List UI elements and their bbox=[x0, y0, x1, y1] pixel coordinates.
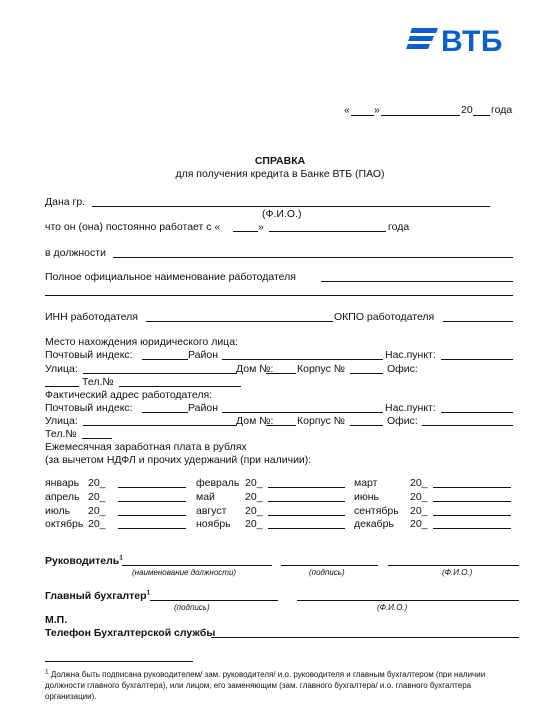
given-hint: (Ф.И.О.) bbox=[262, 208, 302, 220]
month-label: июнь bbox=[354, 491, 380, 503]
actual-address-heading: Фактический адрес работодателя: bbox=[45, 389, 213, 401]
works-since-month-field[interactable] bbox=[269, 231, 386, 232]
salary-field-jul[interactable] bbox=[118, 515, 186, 516]
head-name-field[interactable] bbox=[388, 565, 519, 566]
employer-field[interactable] bbox=[321, 281, 513, 282]
salary-field-apr[interactable] bbox=[118, 501, 186, 502]
legal-house-field[interactable] bbox=[266, 373, 296, 374]
accountant-name-field[interactable] bbox=[297, 600, 519, 601]
actual-phone-field[interactable] bbox=[82, 438, 112, 439]
legal-address-heading: Место нахождения юридического лица: bbox=[45, 336, 238, 348]
actual-office-field[interactable] bbox=[422, 425, 513, 426]
month-label: январь bbox=[45, 477, 80, 489]
inn-field[interactable] bbox=[146, 321, 333, 322]
accounting-phone-label: Телефон Бухгалтерской службы bbox=[45, 627, 216, 639]
actual-district-field[interactable] bbox=[222, 412, 383, 413]
legal-locality-field[interactable] bbox=[441, 359, 513, 360]
salary-field-jun[interactable] bbox=[433, 501, 511, 502]
okpo-label: ОКПО работодателя bbox=[334, 311, 435, 323]
employer-field-line2[interactable] bbox=[45, 295, 513, 296]
month-label: февраль bbox=[196, 477, 240, 489]
accountant-label: Главный бухгалтер$^1$ bbox=[45, 589, 151, 602]
position-field[interactable] bbox=[113, 257, 513, 258]
salary-field-sep[interactable] bbox=[433, 515, 511, 516]
legal-district-field[interactable] bbox=[222, 359, 383, 360]
legal-postcode-field[interactable] bbox=[142, 359, 188, 360]
salary-field-feb[interactable] bbox=[268, 487, 345, 488]
legal-phone-field[interactable] bbox=[119, 386, 241, 387]
works-since-text: что он (она) постоянно работает с « bbox=[45, 221, 221, 233]
document-subtitle: для получения кредита в Банке ВТБ (ПАО) bbox=[175, 168, 385, 180]
given-name-field[interactable] bbox=[92, 206, 490, 207]
month-label: март bbox=[354, 477, 378, 489]
accounting-phone-field[interactable] bbox=[211, 637, 519, 638]
footnote-separator bbox=[45, 661, 193, 662]
month-label: сентябрь bbox=[354, 505, 399, 517]
stamp-label: М.П. bbox=[45, 614, 68, 626]
logo-bars-icon bbox=[407, 28, 439, 54]
salary-field-oct[interactable] bbox=[118, 528, 186, 529]
salary-field-nov[interactable] bbox=[268, 528, 345, 529]
logo-text: ВТБ bbox=[441, 25, 503, 58]
head-signature-field[interactable] bbox=[281, 565, 378, 566]
salary-field-aug[interactable] bbox=[268, 515, 345, 516]
month-label: июль bbox=[45, 505, 71, 517]
position-label: в должности bbox=[45, 247, 106, 259]
head-label: Руководитель$^1$ bbox=[45, 554, 123, 567]
salary-note: (за вычетом НДФЛ и прочих удержаний (при наличии): bbox=[45, 454, 312, 466]
accountant-signature-field[interactable] bbox=[150, 600, 278, 601]
salary-heading: Ежемесячная заработная плата в рублях bbox=[45, 441, 247, 453]
month-label: май bbox=[196, 491, 215, 503]
salary-field-dec[interactable] bbox=[433, 528, 511, 529]
employer-label: Полное официальное наименование работодателя bbox=[45, 271, 296, 283]
actual-street-field[interactable] bbox=[83, 425, 236, 426]
legal-street-field[interactable] bbox=[83, 373, 236, 374]
month-label: октябрь bbox=[45, 518, 84, 530]
document-title: СПРАВКА bbox=[254, 155, 306, 167]
month-label: август bbox=[196, 505, 227, 517]
actual-house-field[interactable] bbox=[266, 425, 296, 426]
salary-field-jan[interactable] bbox=[118, 487, 186, 488]
okpo-field[interactable] bbox=[443, 321, 513, 322]
inn-label: ИНН работодателя bbox=[45, 311, 138, 323]
month-label: апрель bbox=[45, 491, 80, 503]
actual-locality-field[interactable] bbox=[441, 412, 513, 413]
actual-building-field[interactable] bbox=[350, 425, 383, 426]
given-label: Дана гр. bbox=[45, 196, 86, 208]
legal-office-field[interactable] bbox=[45, 386, 79, 387]
head-position-field[interactable] bbox=[122, 565, 272, 566]
month-label: ноябрь bbox=[196, 518, 231, 530]
month-label: декабрь bbox=[354, 518, 394, 530]
salary-field-mar[interactable] bbox=[433, 487, 511, 488]
works-since-day-field[interactable] bbox=[233, 231, 258, 232]
actual-postcode-field[interactable] bbox=[142, 412, 188, 413]
salary-field-may[interactable] bbox=[268, 501, 345, 502]
legal-building-field[interactable] bbox=[350, 373, 383, 374]
